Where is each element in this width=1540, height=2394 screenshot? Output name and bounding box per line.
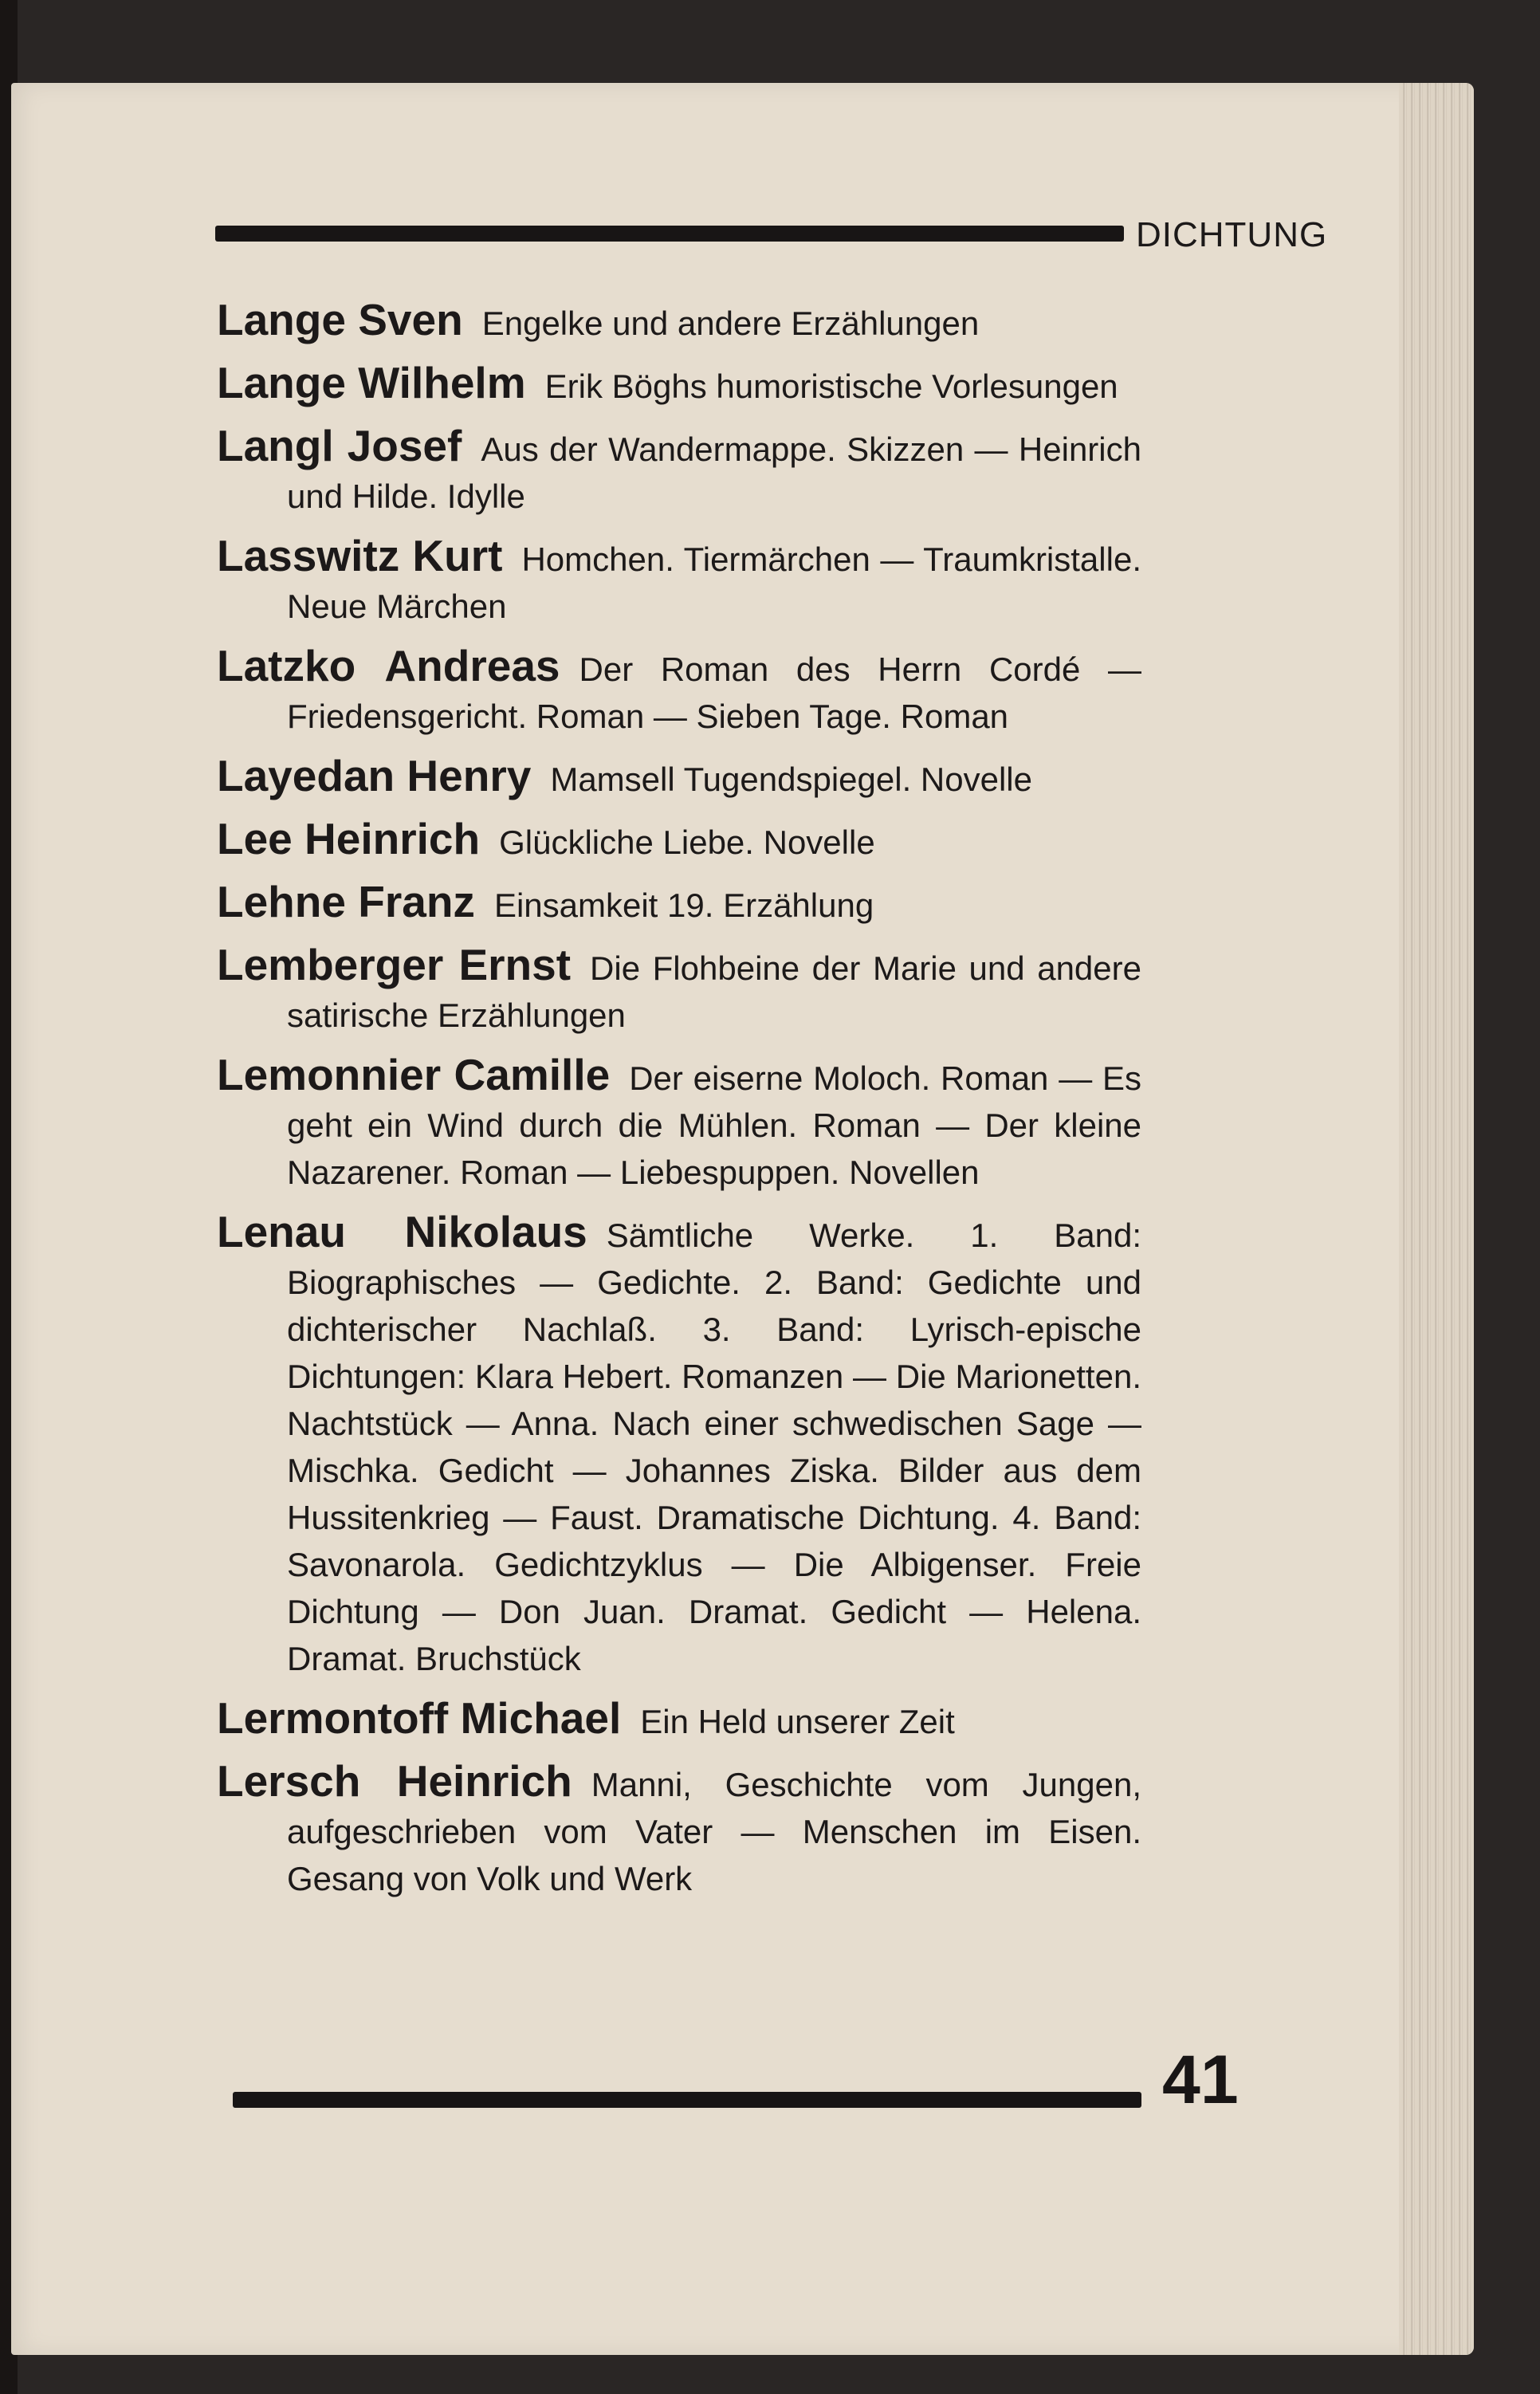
author-entry <box>217 816 1141 866</box>
author-entry <box>217 1052 1141 1196</box>
author-name: Lermontoff Michael <box>217 1693 622 1743</box>
author-works: Einsamkeit 19. Erzählung <box>493 886 874 924</box>
author-name: Langl Josef <box>217 421 462 470</box>
author-works: Engelke und andere Erzählungen <box>481 305 980 342</box>
author-entry <box>217 879 1141 929</box>
author-entry <box>217 360 1141 410</box>
author-works: Ein Held unserer Zeit <box>640 1703 955 1740</box>
footer-rule <box>233 2092 1141 2108</box>
author-works: Sämtliche Werke. 1. Band: Biographisches — Gedichte. 2. Band: Gedichte und dichterischer Nachlaß. 3. Band: Lyrisch-epische Dichtungen: Klara Hebert. Romanzen — Die Marionetten. Nachtstück — Anna. Nach einer schwedischen Sage — Mischka. Gedicht — Johannes Ziska. Bilder aus dem Hussitenkrieg — Faust. Dramatische Dichtung. 4. Band: Savonarola. Gedichtzyklus — Die Albigenser. Freie Dichtung — Don Juan. Dramat. Gedicht — Helena. Dramat. Bruchstück <box>287 1217 1141 1677</box>
author-entry <box>217 297 1141 347</box>
author-entry <box>217 1209 1141 1682</box>
author-entries <box>217 297 1141 1915</box>
section-label: DICHTUNG <box>1136 215 1328 254</box>
author-works: Manni, Geschichte vom Jungen, aufgeschrieben vom Vater — Menschen im Eisen. Gesang von Volk und Werk <box>287 1766 1141 1897</box>
author-works: Der eiserne Moloch. Roman — Es geht ein Wind durch die Mühlen. Roman — Der kleine Nazarener. Roman — Liebespuppen. Novellen <box>287 1059 1141 1191</box>
author-name: Lenau Nikolaus <box>217 1207 587 1256</box>
author-works: Glückliche Liebe. Novelle <box>499 824 875 861</box>
header-rule <box>215 226 1124 242</box>
author-works: Die Flohbeine der Marie und andere satirische Erzählungen <box>287 949 1141 1034</box>
author-entry <box>217 423 1141 520</box>
author-name: Lange Sven <box>217 295 463 344</box>
author-entry <box>217 1695 1141 1745</box>
author-works: Erik Böghs humoristische Vorlesungen <box>544 368 1118 405</box>
author-name: Layedan Henry <box>217 751 532 800</box>
page-edges <box>1399 83 1474 2355</box>
author-name: Latzko Andreas <box>217 641 560 690</box>
author-name: Lee Heinrich <box>217 814 481 863</box>
page-number: 41 <box>1162 2042 1239 2118</box>
author-name: Lemonnier Camille <box>217 1050 611 1099</box>
author-name: Lemberger Ernst <box>217 940 572 989</box>
author-name: Lange Wilhelm <box>217 358 526 407</box>
author-name: Lehne Franz <box>217 877 475 926</box>
author-entry <box>217 753 1141 803</box>
author-entry <box>217 533 1141 630</box>
author-name: Lersch Heinrich <box>217 1756 572 1806</box>
author-works: Aus der Wandermappe. Skizzen — Heinrich und Hilde. Idylle <box>287 430 1141 515</box>
author-works: Mamsell Tugendspiegel. Novelle <box>550 761 1032 798</box>
author-entry <box>217 1758 1141 1902</box>
author-entry <box>217 643 1141 740</box>
author-entry <box>217 941 1141 1039</box>
author-works: Der Roman des Herrn Cordé — Friedensgericht. Roman — Sieben Tage. Roman <box>287 651 1141 735</box>
author-name: Lasswitz Kurt <box>217 531 503 580</box>
author-works: Homchen. Tiermärchen — Traumkristalle. Neue Märchen <box>287 541 1141 625</box>
